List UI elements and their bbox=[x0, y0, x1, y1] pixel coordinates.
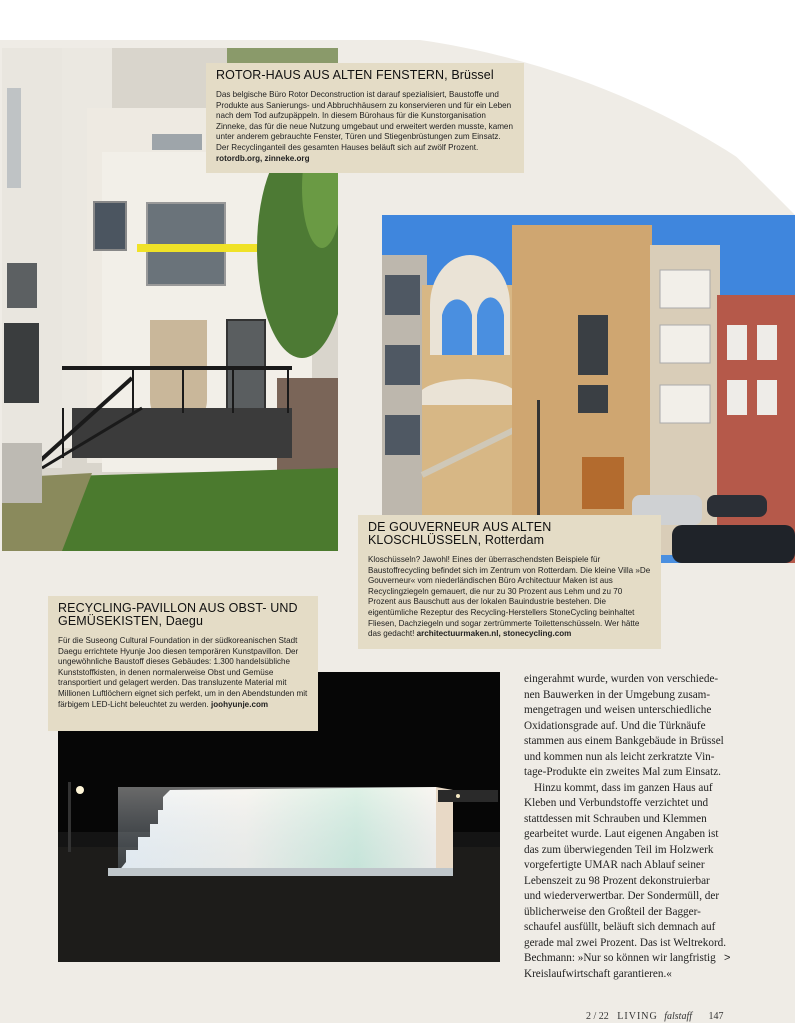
text-line: Kleben und Verbundstoffe verzichtet und bbox=[524, 797, 709, 809]
caption-links: architectuurmaken.nl, stonecycling.com bbox=[416, 629, 572, 639]
text-line: schaufel ausfüllt, beläuft sich demnach auf bbox=[524, 921, 716, 933]
text-line: gerade mal zwei Prozent. Das ist Weltrekord. bbox=[524, 936, 727, 949]
living-logo: LIVING bbox=[617, 1011, 658, 1022]
falstaff-logo: falstaff bbox=[664, 1011, 693, 1022]
page-footer bbox=[586, 1011, 724, 1022]
text-line: vorgefertigte UMAR nach Ablauf seiner bbox=[524, 859, 705, 871]
caption-text: Für die Suseong Cultural Foundation in der südkoreanischen Stadt Daegu errichtete Hyunje Joo diesen temporären Kunstpavillon. Der ungewöhnliche Baustoff dieses Gebäudes: 1.300 handelsübliche Kunststoffkisten, in denen normalerweise Obst und Gemüse transportiert und gelagert werden. Das transluzente Material mit Millionen Luftlöchern eignet sich perfekt, um in den Abendstunden mit färbigem LED-Licht beleuchtet zu werden. joohyunje.com bbox=[58, 636, 308, 709]
text-line: üblicherweise den Großteil der Bagger- bbox=[524, 905, 701, 918]
caption-text: Das belgische Büro Rotor Deconstruction ist darauf spezialisiert, Baustoffe und Produkte aus Sanierungs- und Abbruchhäusern zu konservieren und für ein Leben nach dem Tod aufzupäppeln. In diesem Bürohaus für die Kunstorganisation Zinneke, das für die neue Nutzung umgebaut und erweitert werden musste, kamen unter anderem gebrauchte Fenster, Türen und Stiegenbrüstungen zum Einsatz. Der Recyclinganteil des gesamten Hauses beläuft sich auf zwölf Prozent. rotordb.org, zinneke.org bbox=[216, 90, 513, 163]
text-line: Lebenszeit zu 98 Prozent dekonstruierbar bbox=[524, 874, 710, 887]
article-paragraph-2 bbox=[524, 781, 746, 983]
text-line: Kreislaufwirtschaft garantieren.« bbox=[524, 967, 672, 980]
text-line: und wiederverwertbar. Der Sondermüll, der bbox=[524, 890, 720, 902]
text-line: Oxidationsgrade auf. Und die Türknäufe bbox=[524, 719, 706, 732]
text-line: Bechmann: »Nur so können wir langfristig bbox=[524, 952, 716, 964]
caption-recycling-pavillon bbox=[48, 596, 318, 731]
caption-rotor-haus bbox=[206, 63, 524, 173]
caption-title: ROTOR-HAUS AUS ALTEN FENSTERN, Brüssel bbox=[216, 68, 494, 82]
text-line: gearbeitet wurde. Laut eigenen Angaben ist bbox=[524, 828, 719, 840]
text-line: eingerahmt wurde, wurden von verschiede- bbox=[524, 673, 719, 685]
article-paragraph-1 bbox=[524, 672, 746, 781]
text-line: mengetragen und weisen unterschiedliche bbox=[524, 704, 712, 716]
text-line: nen Bauwerken in der Umgebung zusam- bbox=[524, 688, 711, 701]
caption-links: rotordb.org, zinneke.org bbox=[216, 153, 310, 163]
caption-links: joohyunje.com bbox=[210, 699, 269, 709]
text-line: und kommen nun als leicht zerkratzte Vin- bbox=[524, 750, 715, 763]
page-number: 147 bbox=[708, 1011, 724, 1022]
text-line: tage-Produkte ein zweites Mal zum Einsatz. bbox=[524, 766, 721, 778]
caption-title: DE GOUVERNEUR AUS ALTEN KLOSCHLÜSSELN, Rotterdam bbox=[368, 520, 552, 547]
text-line: das zum überwiegenden Teil im Holzwerk bbox=[524, 843, 714, 856]
caption-title: RECYCLING-PAVILLON AUS OBST- UND GEMÜSEKISTEN, Daegu bbox=[58, 601, 298, 628]
text-line: Hinzu kommt, dass im ganzen Haus auf bbox=[534, 781, 713, 794]
photo-de-gouverneur bbox=[382, 215, 795, 563]
text-line: stammen aus einem Bankgebäude in Brüssel bbox=[524, 735, 724, 747]
continue-arrow: > bbox=[724, 952, 731, 964]
caption-de-gouverneur bbox=[358, 515, 661, 649]
caption-text: Kloschüsseln? Jawohl! Eines der überraschendsten Beispiele für Baustoffrecycling befindet sich im Zentrum von Rotterdam. Die kleine Villa »De Gouverneur« vom niederländischen Büro Architectuur Maken ist aus Recyclingziegeln gemauert, die nur zu 30 Prozent aus Lehm und zu 70 Prozent aus Bauschutt aus der lokalen Bauindustrie bestehen. Die eigentümliche Rezeptur des Recycling-Herstellers StoneCycling beinhaltet Fliesen, Dachziegeln und sogar zertrümmerte Toilettenschüsseln. Wer hätte das gedacht! architectuurmaken.nl, stonecycling.com bbox=[368, 555, 651, 639]
issue-number: 2 / 22 bbox=[586, 1011, 609, 1022]
text-line: stattdessen mit Schrauben und Klemmen bbox=[524, 812, 707, 825]
article-column bbox=[524, 672, 746, 982]
